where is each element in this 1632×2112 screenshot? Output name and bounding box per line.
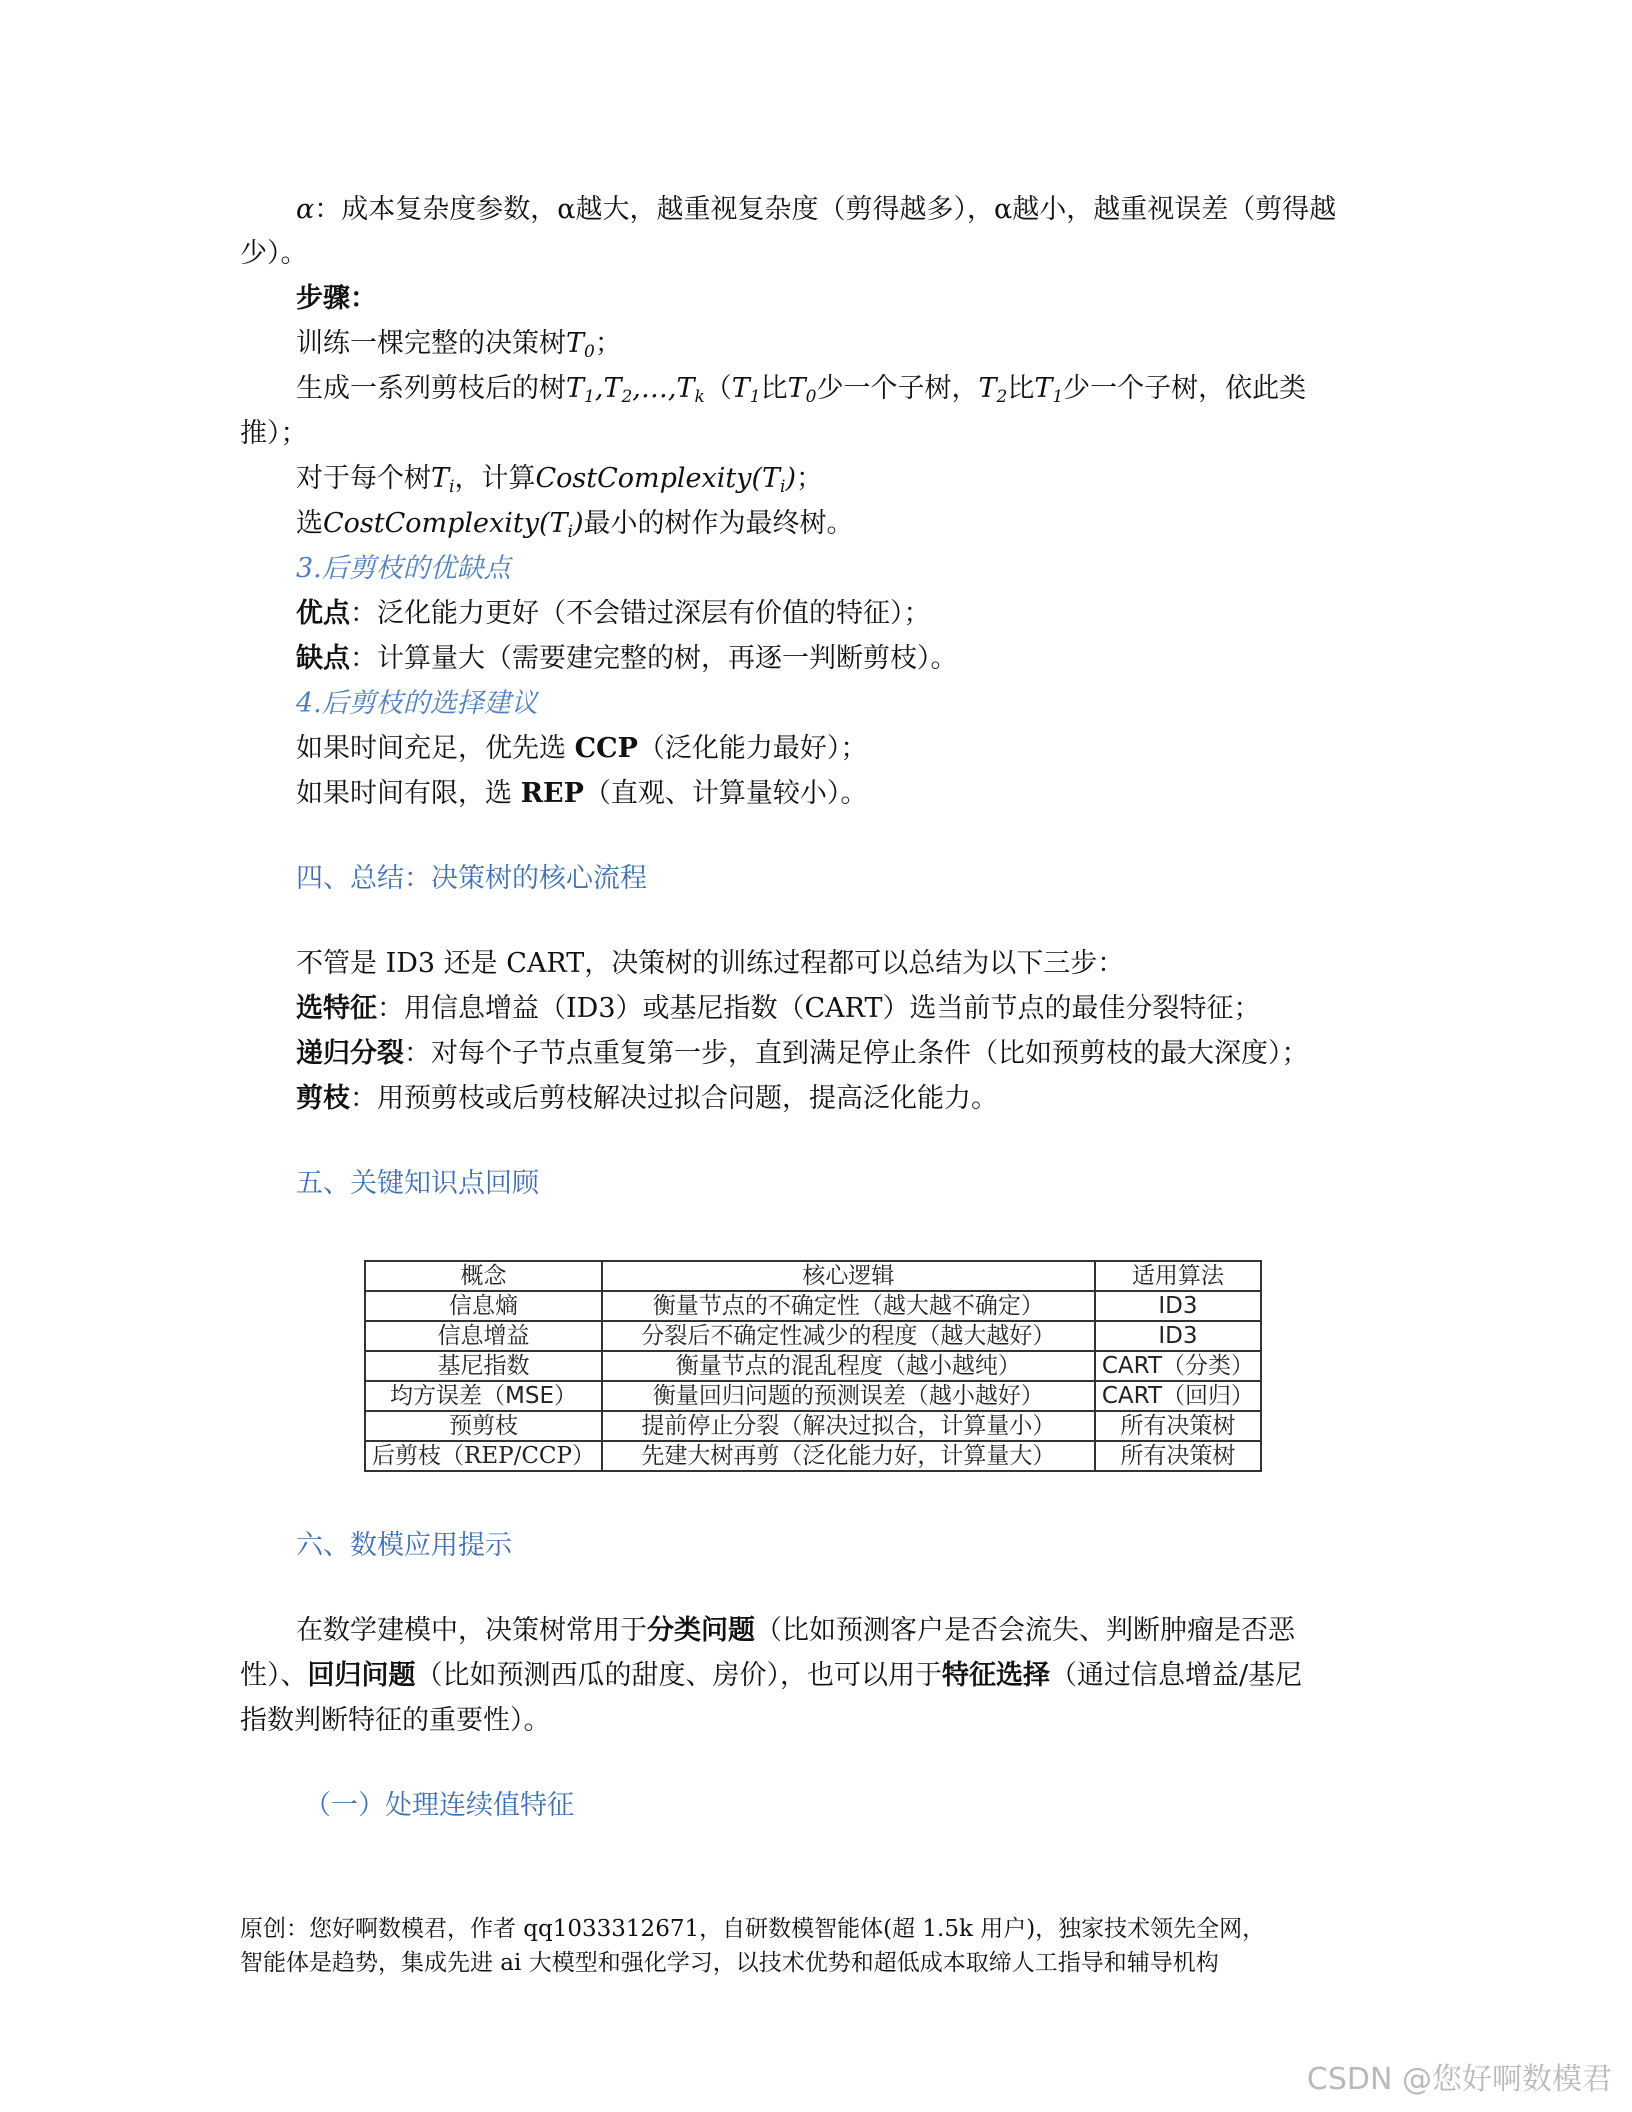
table-cell: 预剪枝 [365,1411,602,1441]
table-cell: 后剪枝（REP/CCP） [365,1441,602,1471]
table-header-cell: 适用算法 [1095,1261,1261,1291]
step-4: 选$CostComplexity(T_i)$最小的树作为最终树。 [296,508,854,542]
table-cell: ID3 [1095,1291,1261,1321]
application-p2: 性）、回归问题（比如预测西瓜的甜度、房价），也可以用于特征选择（通过信息增益/基尼 [240,1660,1303,1691]
table-cell: ID3 [1095,1321,1261,1351]
table-cell: 信息熵 [365,1291,602,1321]
alpha-text: ：成本复杂度参数，α越大，越重视复杂度（剪得越多），α越小，越重视误差（剪得越 [314,194,1337,225]
table-cell: 先建大树再剪（泛化能力好，计算量大） [602,1441,1095,1471]
table-cell: CART（回归） [1095,1381,1261,1411]
step-1: 训练一棵完整的决策树$T_0$； [296,328,622,362]
alpha-line [296,190,1336,230]
steps-label: 步骤： [296,283,377,314]
table-header-row [365,1261,1261,1291]
step-2-cont: 推）； [240,418,308,449]
cons-line: 缺点：计算量大（需要建完整的树，再逐一判断剪枝）。 [296,643,958,674]
table-cell: 分裂后不确定性减少的程度（越大越好） [602,1321,1095,1351]
table-row [365,1291,1261,1321]
alpha-symbol: α [296,194,315,225]
table-row [365,1411,1261,1441]
table-cell: 均方误差（MSE） [365,1381,602,1411]
table-cell: 信息增益 [365,1321,602,1351]
table-row [365,1321,1261,1351]
table-row [365,1441,1261,1471]
csdn-watermark: CSDN @您好啊数模君 [1306,2062,1612,2097]
table-cell: 衡量节点的不确定性（越大越不确定） [602,1291,1095,1321]
footer-line-2: 智能体是趋势，集成先进 ai 大模型和强化学习，以技术优势和超低成本取缔人工指导和辅导机构 [240,1950,1219,1976]
application-p3: 指数判断特征的重要性）。 [240,1705,551,1736]
summary-feature: 选特征：用信息增益（ID3）或基尼指数（CART）选当前节点的最佳分裂特征； [296,993,1261,1024]
advice-2: 如果时间有限，选 REP（直观、计算量较小）。 [296,778,868,809]
table-row [365,1351,1261,1381]
step-2: 生成一系列剪枝后的树$T_1,T_2,\dots,T_k(T_1$比$T_0$少一个子树，$T_2$比$T_1$少一个子树，依此类 [296,373,1307,407]
step-3: 对于每个树$T_i$，计算$CostComplexity(T_i)$； [296,463,823,497]
table-cell: 所有决策树 [1095,1411,1261,1441]
summary-intro: 不管是 ID3 还是 CART，决策树的训练过程都可以总结为以下三步： [296,948,1125,979]
summary-prune: 剪枝：用预剪枝或后剪枝解决过拟合问题，提高泛化能力。 [296,1083,998,1114]
table-header-cell: 核心逻辑 [602,1261,1095,1291]
review-heading: 五、关键知识点回顾 [296,1168,539,1199]
table-cell: 衡量回归问题的预测误差（越小越好） [602,1381,1095,1411]
pros-line: 优点：泛化能力更好（不会错过深层有价值的特征）； [296,598,931,629]
application-p1: 在数学建模中，决策树常用于分类问题（比如预测客户是否会流失、判断肿瘤是否恶 [296,1615,1295,1646]
summary-heading: 四、总结：决策树的核心流程 [296,863,647,894]
table-cell: 衡量节点的混乱程度（越小越纯） [602,1351,1095,1381]
table-cell: 提前停止分裂（解决过拟合，计算量小） [602,1411,1095,1441]
table-cell: CART（分类） [1095,1351,1261,1381]
advice-1: 如果时间充足，优先选 CCP（泛化能力最好）； [296,733,868,764]
table-header-cell: 概念 [365,1261,602,1291]
alpha-line-cont: 少）。 [240,238,308,269]
sec4-title: 4.后剪枝的选择建议 [296,688,538,719]
knowledge-table [364,1260,1262,1472]
sec3-title: 3.后剪枝的优缺点 [296,553,511,584]
continuous-subheading: （一）处理连续值特征 [304,1790,574,1821]
table-cell: 所有决策树 [1095,1441,1261,1471]
table-row [365,1381,1261,1411]
summary-recursive: 递归分裂：对每个子节点重复第一步，直到满足停止条件（比如预剪枝的最大深度）； [296,1038,1309,1069]
application-heading: 六、数模应用提示 [296,1530,512,1561]
footer-line-1: 原创：您好啊数模君，作者 qq1033312671，自研数模智能体(超 1.5k 用户)，独家技术领先全网， [240,1916,1266,1942]
table-cell: 基尼指数 [365,1351,602,1381]
